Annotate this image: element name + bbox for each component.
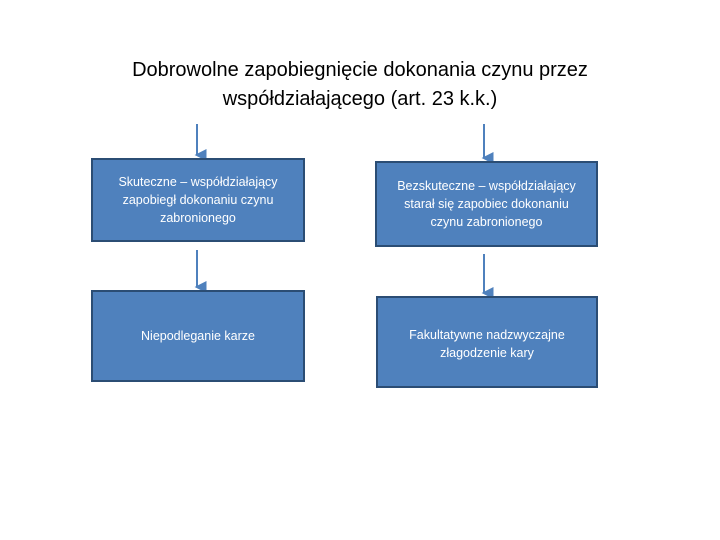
no-punishment-text: Niepodleganie karze <box>141 329 255 343</box>
title-line-2: współdziałającego (art. 23 k.k.) <box>222 88 498 110</box>
extraordinary-mitigation-text: Fakultatywne nadzwyczajne złagodzenie kary <box>409 328 565 360</box>
effective-prevention-box <box>91 158 305 242</box>
title-line-1: Dobrowolne zapobiegnięcie dokonania czynu przez <box>132 59 588 81</box>
ineffective-prevention-box <box>375 161 598 247</box>
effective-prevention-text: Skuteczne – współdziałający zapobiegł dokonaniu czynu zabronionego <box>118 175 278 225</box>
no-punishment-box <box>91 290 305 382</box>
diagram-title <box>60 56 660 114</box>
ineffective-prevention-text: Bezskuteczne – współdziałający starał się zapobiec dokonaniu czynu zabronionego <box>397 179 576 229</box>
extraordinary-mitigation-box <box>376 296 598 388</box>
